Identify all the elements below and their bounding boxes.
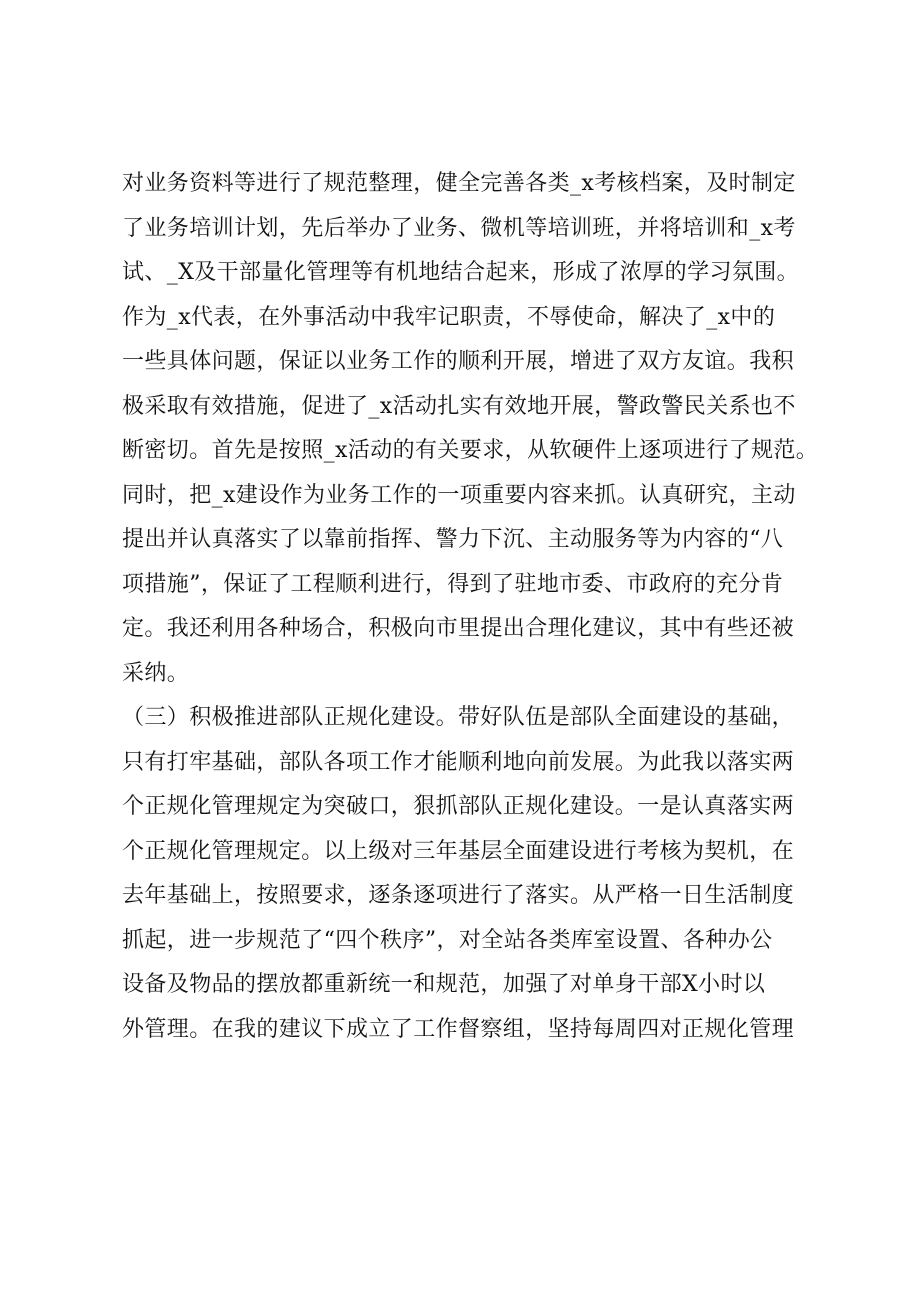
text-line-3: 试、_X及干部量化管理等有机地结合起来，形成了浓厚的学习氛围。 [122, 260, 800, 285]
text-line-2: 了业务培训计划，先后举办了业务、微机等培训班，并将培训和_x考 [122, 215, 796, 241]
text-line-11: 定。我还利用各种场合，积极向市里提出合理化建议，其中有些还被 [122, 616, 795, 641]
body-text [122, 162, 842, 1052]
text-line-13: （三）积极推进部队正规化建设。带好队伍是部队全面建设的基础， [122, 705, 795, 730]
text-line-4: 作为_x代表，在外事活动中我牢记职责，不辱使命，解决了_x中的 [122, 304, 776, 330]
text-line-12: 采纳。 [122, 660, 190, 686]
text-line-20: 外管理。在我的建议下成立了工作督察组，坚持每周四对正规化管理 [122, 1016, 795, 1042]
text-line-15: 个正规化管理规定为突破口，狠抓部队正规化建设。一是认真落实两 [122, 794, 795, 819]
text-line-17: 去年基础上，按照要求，逐条逐项进行了落实。从严格一日生活制度 [122, 883, 795, 908]
text-line-6: 极采取有效措施，促进了_x活动扎实有效地开展，警政警民关系也不 [122, 393, 796, 419]
text-line-8: 同时，把_x建设作为业务工作的一项重要内容来抓。认真研究，主动 [122, 482, 796, 508]
text-line-10: 项措施”，保证了工程顺利进行，得到了驻地市委、市政府的充分肯 [122, 571, 784, 597]
text-line-1: 对业务资料等进行了规范整理，健全完善各类_x考核档案，及时制定 [122, 171, 796, 196]
text-line-16: 个正规化管理规定。以上级对三年基层全面建设进行考核为契机，在 [122, 838, 795, 864]
text-line-7: 断密切。首先是按照_x活动的有关要求，从软硬件上逐项进行了规范。 [122, 438, 819, 463]
text-line-19: 设备及物品的摆放都重新统一和规范，加强了对单身干部X小时以 [122, 972, 766, 997]
text-line-9: 提出并认真落实了以靠前指挥、警力下沉、主动服务等为内容的“八 [122, 527, 784, 552]
text-line-14: 只有打牢基础，部队各项工作才能顺利地向前发展。为此我以落实两 [122, 749, 795, 775]
text-line-18: 抓起，进一步规范了“四个秩序”，对全站各类库室设置、各种办公 [122, 927, 773, 953]
text-line-5: 一些具体问题，保证以业务工作的顺利开展，增进了双方友谊。我积 [122, 349, 795, 374]
